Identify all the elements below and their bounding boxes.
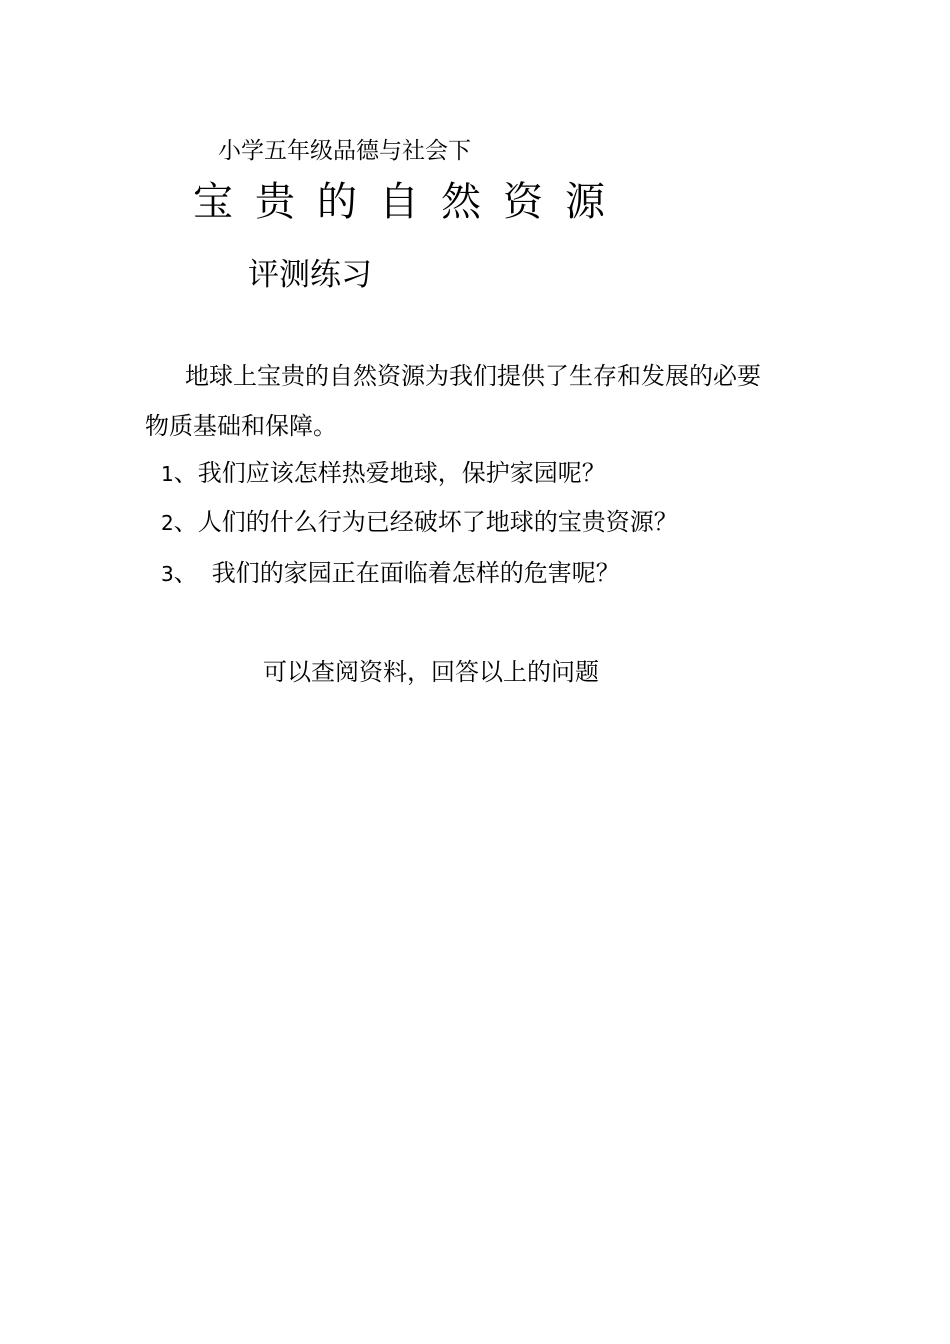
question-separator: 、 [173,459,198,487]
question-text: 我们应该怎样热爱地球，保护家园呢？ [197,459,606,487]
question-number: 1 [161,462,174,486]
question-text: 人们的什么行为已经破坏了地球的宝贵资源？ [197,508,678,536]
question-item [161,510,678,534]
question-separator: 、 [173,559,198,587]
document-subtitle: 小学五年级品德与社会下 [218,138,471,164]
intro-paragraph-line-2: 物质基础和保障。 [145,412,337,440]
document-title: 宝贵的自然资源 [193,179,627,225]
question-number: 2 [161,511,174,535]
question-number: 3 [161,562,174,586]
instruction-note: 可以查阅资料，回答以上的问题 [263,658,599,686]
question-item [161,461,606,485]
question-item [161,561,620,585]
question-text: 我们的家园正在面临着怎样的危害呢？ [211,559,620,587]
intro-paragraph-line-1: 地球上宝贵的自然资源为我们提供了生存和发展的必要 [185,362,761,390]
section-heading: 评测练习 [248,257,372,293]
question-separator: 、 [173,508,198,536]
